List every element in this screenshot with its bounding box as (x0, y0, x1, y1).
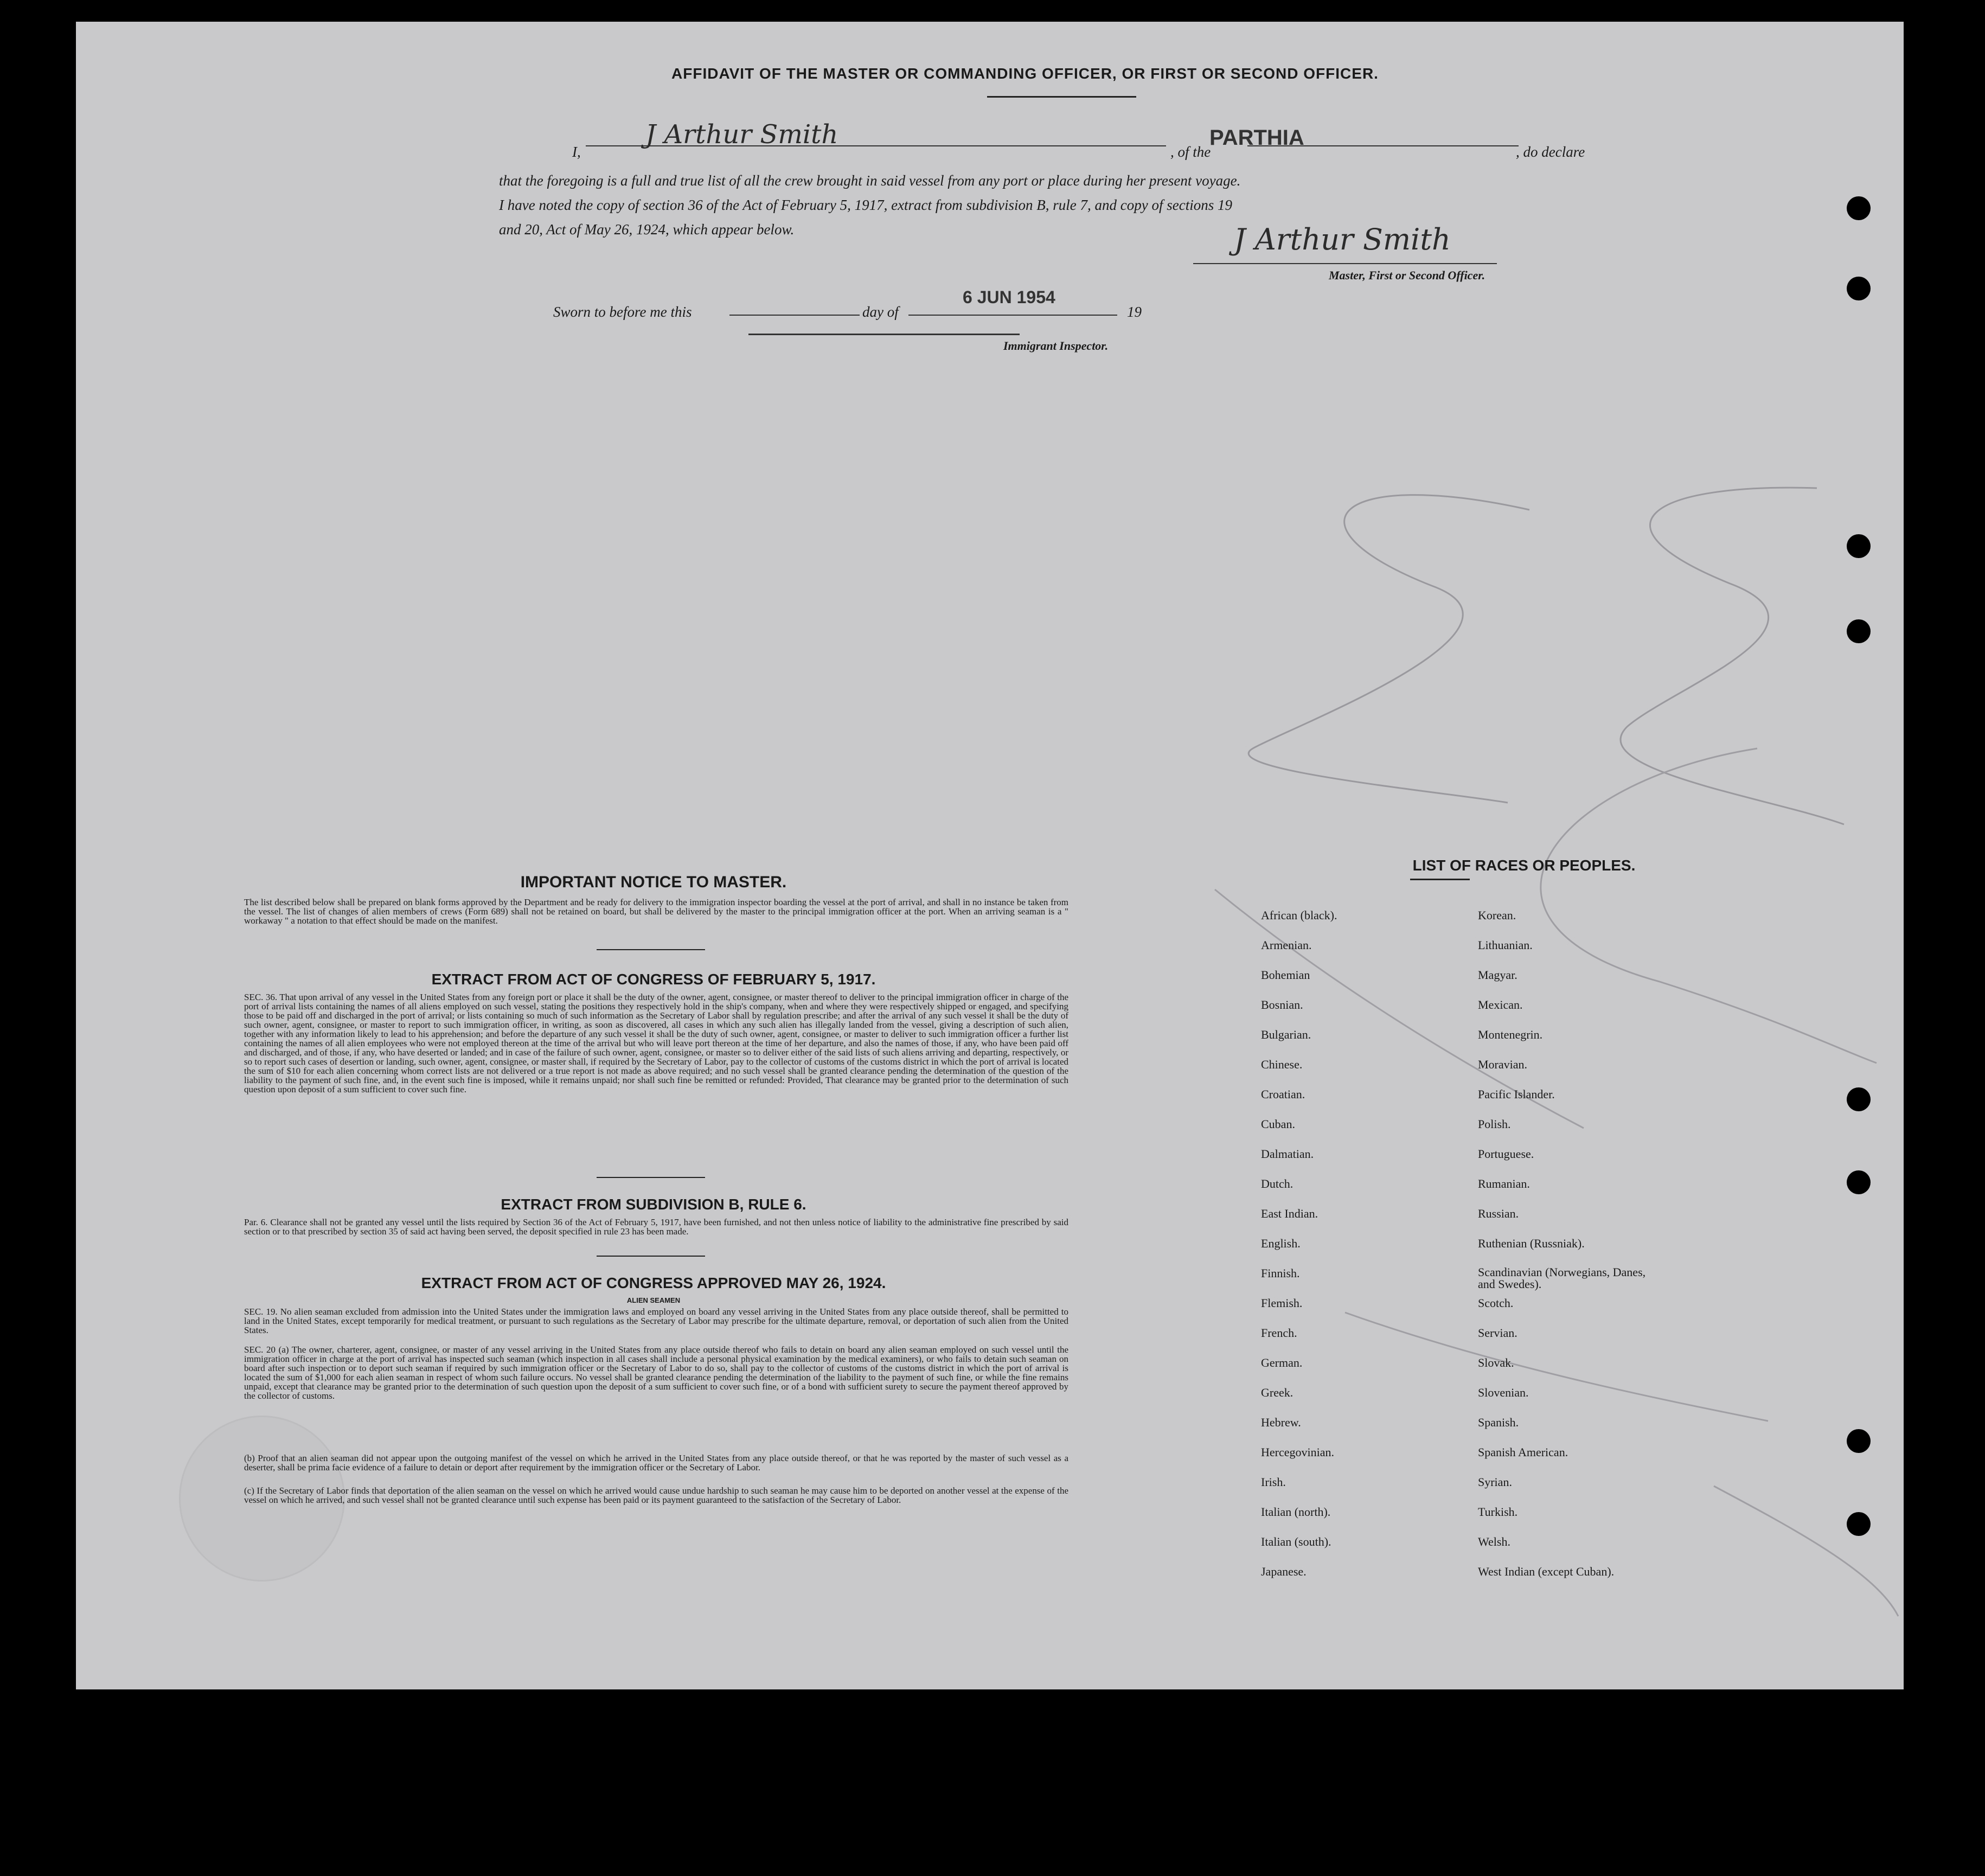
race-item: Korean. (1478, 908, 1516, 922)
race-item: Servian. (1478, 1326, 1517, 1340)
title-underline (987, 96, 1136, 98)
race-item: Scandinavian (Norwegians, Danes, and Swedes). (1478, 1265, 1646, 1291)
subdivision-b-title: EXTRACT FROM SUBDIVISION B, RULE 6. (501, 1196, 806, 1213)
race-item: Portuguese. (1478, 1147, 1534, 1161)
sworn-month-line (908, 315, 1117, 316)
master-signature-line (1193, 263, 1497, 264)
race-item: Bosnian. (1261, 998, 1303, 1011)
race-item: Irish. (1261, 1475, 1286, 1489)
document-page (76, 22, 1904, 1689)
sec-20c-text: (c) If the Secretary of Labor finds that deportation of the alien seaman on the vessel on which he arrived would cause undue hardship to such seaman he may cause him to be deported on another vessel at the expense of the vessel on which he arrived, and such vessel shall not be granted clearance until such expense has been paid or its payment guaranteed to the satisfaction of the Secretary of Labor. (244, 1486, 1068, 1505)
race-item: Italian (south). (1261, 1535, 1331, 1548)
ship-name: PARTHIA (1209, 126, 1304, 150)
of-the-label: , of the (1170, 144, 1211, 160)
race-item: Rumanian. (1478, 1177, 1530, 1190)
race-item: Dalmatian. (1261, 1147, 1314, 1161)
race-item: Montenegrin. (1478, 1028, 1543, 1041)
race-item: Mexican. (1478, 998, 1523, 1011)
race-item: Ruthenian (Russniak). (1478, 1237, 1585, 1250)
master-label: Master, First or Second Officer. (1329, 268, 1485, 282)
divider-3 (597, 1256, 705, 1257)
race-item: Bohemian (1261, 968, 1310, 982)
notice-body: The list described below shall be prepared on blank forms approved by the Department and be ready for delivery to the immigration inspector boarding the vessel at the port of arrival, and shall in no instance be taken from the vessel. The list of changes of alien members of crews (Form 689) shall not be retained on board, but shall be delivered by the master to the principal immigration officer at the port. When an arriving seaman is a " workaway " a notation to that effect should be made on the manifest. (244, 897, 1068, 926)
race-item: African (black). (1261, 908, 1337, 922)
binder-hole (1847, 619, 1871, 643)
race-item: Slovak. (1478, 1356, 1514, 1369)
race-item: Dutch. (1261, 1177, 1294, 1190)
binder-hole (1847, 1087, 1871, 1111)
master-signature: J Arthur Smith (1234, 222, 1451, 257)
race-item: Finnish. (1261, 1266, 1300, 1280)
binder-hole (1847, 534, 1871, 558)
race-item: Italian (north). (1261, 1505, 1331, 1519)
race-item: Moravian. (1478, 1058, 1528, 1071)
race-item: Russian. (1478, 1207, 1519, 1220)
race-item: English. (1261, 1237, 1301, 1250)
affidavit-line-1: that the foregoing is a full and true list of all the crew brought in said vessel from any port or place during her present voyage. (499, 172, 1241, 189)
affidavit-line-3: and 20, Act of May 26, 1924, which appear below. (499, 221, 795, 238)
affidavit-title: AFFIDAVIT OF THE MASTER OR COMMANDING OFFICER, OR FIRST OR SECOND OFFICER. (671, 65, 1379, 82)
race-item: Magyar. (1478, 968, 1517, 982)
binder-hole (1847, 1170, 1871, 1194)
binder-hole (1847, 1512, 1871, 1536)
race-item: Flemish. (1261, 1296, 1303, 1310)
races-title-underline (1410, 879, 1470, 880)
day-of-label: day of (862, 304, 899, 320)
race-item: Hercegovinian. (1261, 1445, 1334, 1459)
race-item: Scotch. (1478, 1296, 1514, 1310)
race-item: Hebrew. (1261, 1416, 1301, 1429)
declarant-signature: J Arthur Smith (645, 119, 838, 150)
races-title: LIST OF RACES OR PEOPLES. (1412, 857, 1636, 874)
year-prefix: 19 (1127, 304, 1142, 320)
race-item: Spanish American. (1478, 1445, 1568, 1459)
binder-hole (1847, 196, 1871, 220)
date-stamp: 6 JUN 1954 (963, 287, 1055, 307)
race-item: Armenian. (1261, 938, 1312, 952)
race-item: French. (1261, 1326, 1297, 1340)
race-item: Bulgarian. (1261, 1028, 1311, 1041)
inspector-signature-line (748, 334, 1020, 335)
race-item: Turkish. (1478, 1505, 1518, 1519)
race-item: East Indian. (1261, 1207, 1318, 1220)
race-item: Polish. (1478, 1117, 1511, 1131)
race-item: Syrian. (1478, 1475, 1512, 1489)
extract-1924-title: EXTRACT FROM ACT OF CONGRESS APPROVED MAY 26, 1924. (421, 1275, 886, 1291)
binder-hole (1847, 277, 1871, 300)
race-item: Croatian. (1261, 1087, 1305, 1101)
extract-1917-body: SEC. 36. That upon arrival of any vessel in the United States from any foreign port or place it shall be the duty of the owner, agent, consignee, or master thereof to deliver to the principal immigration officer in charge of the port of arrival lists containing the names of all aliens employed on such vessel, stating the positions they respectively hold in the ship's company, when and where they were respectively shipped or engaged, and specifying those to be paid off and discharged in the port of arrival; or lists containing so much of such information as the Secretary of Labor shall by regulation prescribe; and after the arrival of any such vessel it shall be the duty of such owner, agent, consignee, or master to report to such immigration officer, in writing, as soon as discovered, all cases in which any such alien has illegally landed from the vessel, giving a description of such alien, together with any information likely to lead to his apprehension; and before the departure of any such vessel it shall be the duty of such owner, agent, consignee, or master to deliver to such immigration officer a further list containing the names of all alien employees who were not employed thereon at the time of the arrival but who will leave port thereon at the time of her departure, and also the names of those, if any, who have been paid off and discharged, and of those, if any, who have deserted or landed; and in case of the failure of such owner, agent, consignee, or master so to deliver either of the said lists of such aliens arriving and departing, respectively, or so to report such cases of desertion or landing, such owner, agent, consignee, or master shall, if required by the Secretary of Labor, pay to the collector of customs of the customs district in which the port of arrival is located the sum of $10 for each alien concerning whom correct lists are not delivered or a true report is not made as above required; and no such vessel shall be granted clearance pending the determination of the question of the liability to the payment of such fine, and, in the event such fine is imposed, while it remains unpaid; nor shall such fine be remitted or refunded: Provided, That clearance may be granted prior to the determination of such question upon deposit of a sum sufficient to cover such fine. (244, 992, 1068, 1094)
declare-label: , do declare (1516, 144, 1585, 160)
sec-20b-text: (b) Proof that an alien seaman did not appear upon the outgoing manifest of the vessel on which he arrived in the United States from any place outside thereof, or that he was reported by the master of such vessel as a deserter, shall be prima facie evidence of a failure to detain or deport after requirement by the immigration officer or the Secretary of Labor. (244, 1453, 1068, 1472)
extract-1924-subtitle: ALIEN SEAMEN (626, 1296, 681, 1304)
divider-2 (597, 1177, 705, 1178)
race-item: Greek. (1261, 1386, 1294, 1399)
race-item: German. (1261, 1356, 1303, 1369)
binder-hole (1847, 1429, 1871, 1453)
sworn-day-line (729, 315, 860, 316)
affidavit-line-2: I have noted the copy of section 36 of the Act of February 5, 1917, extract from subdivision B, rule 7, and copy of sections 19 (499, 197, 1232, 213)
race-item: Cuban. (1261, 1117, 1295, 1131)
sworn-text: Sworn to before me this (553, 304, 692, 320)
race-item: Japanese. (1261, 1565, 1307, 1578)
race-item: Lithuanian. (1478, 938, 1533, 952)
subdivision-b-body: Par. 6. Clearance shall not be granted any vessel until the lists required by Section 36 of the Act of February 5, 1917, have been furnished, and not then unless notice of liability to the administrative fine prescribed by said section or to that prescribed by section 35 of said act having been served, the deposit specified in rule 23 has been made. (244, 1217, 1068, 1237)
race-item: Pacific Islander. (1478, 1087, 1555, 1101)
divider-1 (597, 949, 705, 950)
inspector-label: Immigrant Inspector. (1003, 339, 1109, 353)
race-item: West Indian (except Cuban). (1478, 1565, 1615, 1578)
race-item: Chinese. (1261, 1058, 1303, 1071)
extract-1917-title: EXTRACT FROM ACT OF CONGRESS OF FEBRUARY 5, 1917. (431, 971, 876, 988)
sec-19-text: SEC. 19. No alien seaman excluded from admission into the United States under the immigration laws and employed on board any vessel arriving in the United States from any place outside thereof, shall be permitted to land in the United States, except temporarily for medical treatment, or pursuant to such regulations as the Secretary of Labor may prescribe for the ultimate departure, removal, or deportation of such alien from the United States. (244, 1307, 1068, 1335)
sec-20a-text: SEC. 20 (a) The owner, charterer, agent, consignee, or master of any vessel arriving in the United States from any place outside thereof who fails to detain on board any alien seaman employed on such vessel until the immigration officer in charge at the port of arrival has inspected such seaman (which inspection in all cases shall include a personal physical examination by the medical examiners), or who fails to detain such seaman on board after such inspection or to deport such seaman if required by such immigration officer or the Secretary of Labor to do so, shall pay to the collector of customs of the customs district in which the port of arrival is located the sum of $1,000 for each alien seaman in respect of whom such failure occurs. No vessel shall be granted clearance pending the determination of the liability to the payment of such fine, or while the fine remains unpaid, except that clearance may be granted prior to the determination of such question upon the deposit of a sum sufficient to cover such fine, or of a bond with sufficient surety to secure the payment thereof approved by the collector of customs. (244, 1344, 1068, 1401)
notice-title: IMPORTANT NOTICE TO MASTER. (520, 873, 787, 891)
declarant-prefix: I, (572, 144, 581, 160)
race-item: Welsh. (1478, 1535, 1510, 1548)
race-item: Slovenian. (1478, 1386, 1529, 1399)
race-item: Spanish. (1478, 1416, 1519, 1429)
